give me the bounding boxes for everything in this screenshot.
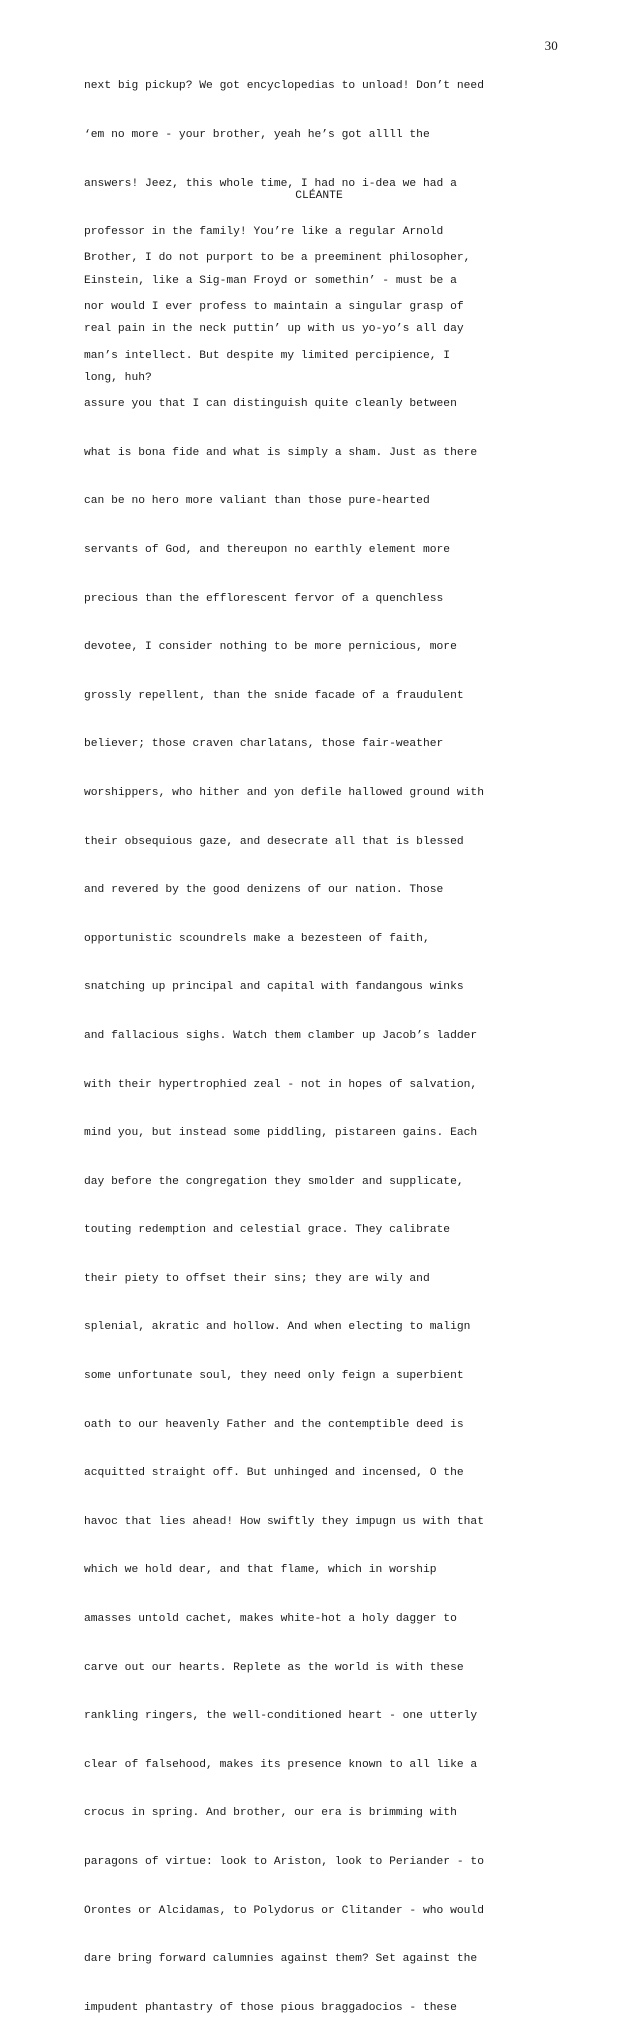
dialogue-line: acquitted straight off. But unhinged and incensed, O the <box>84 1467 464 1480</box>
dialogue-line: ‘em no more - your brother, yeah he’s got allll the <box>84 129 430 141</box>
dialogue-line: dare bring forward calumnies against them? Set against the <box>84 1953 478 1966</box>
dialogue-line: servants of God, and thereupon no earthly element more <box>84 543 451 556</box>
dialogue-block-2 <box>84 218 566 2032</box>
dialogue-line: what is bona fide and what is simply a sham. Just as there <box>84 446 478 459</box>
character-name: CLÉANTE <box>295 190 343 202</box>
dialogue-line: oath to our heavenly Father and the contemptible deed is <box>84 1418 464 1431</box>
dialogue-line: long, huh? <box>84 371 152 384</box>
dialogue-line: touting redemption and celestial grace. They calibrate <box>84 1224 451 1237</box>
dialogue-line: paragons of virtue: look to Ariston, look to Periander - to <box>84 1856 484 1868</box>
dialogue-line: can be no hero more valiant than those pure-hearted <box>84 495 430 508</box>
dialogue-line: grossly repellent, than the snide facade of a fraudulent <box>84 689 464 702</box>
dialogue-line: next big pickup? We got encyclopedias to unload! Don’t need <box>84 80 484 93</box>
dialogue-line: their obsequious gaze, and desecrate all that is blessed <box>84 835 464 848</box>
dialogue-line: answers! Jeez, this whole time, I had no i-dea we had a <box>84 177 457 190</box>
dialogue-line: believer; those craven charlatans, those fair-weather <box>84 738 444 751</box>
dialogue-line: amasses untold cachet, makes white-hot a holy dagger to <box>84 1613 457 1626</box>
dialogue-line: crocus in spring. And brother, our era is brimming with <box>84 1807 457 1820</box>
dialogue-line: Brother, I do not purport to be a preeminent philosopher, <box>84 252 471 265</box>
dialogue-line: mind you, but instead some piddling, pistareen gains. Each <box>84 1127 478 1140</box>
dialogue-line: impudent phantastry of those pious braggadocios - these <box>84 2001 457 2014</box>
dialogue-line: Einstein, like a Sig-man Froyd or somethin’ - must be a <box>84 274 457 287</box>
dialogue-line: assure you that I can distinguish quite cleanly between <box>84 398 457 411</box>
dialogue-line: man’s intellect. But despite my limited percipience, I <box>84 349 451 362</box>
page-number: 30 <box>544 38 558 53</box>
dialogue-line: real pain in the neck puttin’ up with us yo-yo’s all day <box>84 323 464 336</box>
dialogue-line: havoc that lies ahead! How swiftly they impugn us with that <box>84 1515 484 1528</box>
dialogue-line: snatching up principal and capital with fandangous winks <box>84 981 464 994</box>
dialogue-line: Orontes or Alcidamas, to Polydorus or Clitander - who would <box>84 1904 484 1917</box>
dialogue-line: some unfortunate soul, they need only feign a superbient <box>84 1370 464 1383</box>
dialogue-line: nor would I ever profess to maintain a singular grasp of <box>84 301 464 313</box>
dialogue-line: splenial, akratic and hollow. And when electing to malign <box>84 1321 471 1334</box>
dialogue-line: their piety to offset their sins; they are wily and <box>84 1272 430 1285</box>
dialogue-line: day before the congregation they smolder and supplicate, <box>84 1175 464 1188</box>
dialogue-line: carve out our hearts. Replete as the world is with these <box>84 1661 464 1674</box>
dialogue-line: professor in the family! You’re like a regular Arnold <box>84 226 444 239</box>
dialogue-line: opportunistic scoundrels make a bezesteen of faith, <box>84 932 430 945</box>
dialogue-line: and revered by the good denizens of our nation. Those <box>84 884 444 897</box>
dialogue-line: with their hypertrophied zeal - not in hopes of salvation, <box>84 1078 478 1091</box>
dialogue-line: and fallacious sighs. Watch them clamber up Jacob’s ladder <box>84 1029 478 1042</box>
dialogue-line: precious than the efflorescent fervor of a quenchless <box>84 592 444 605</box>
dialogue-line: worshippers, who hither and yon defile hallowed ground with <box>84 786 484 799</box>
dialogue-line: devotee, I consider nothing to be more pernicious, more <box>84 641 457 654</box>
dialogue-line: rankling ringers, the well-conditioned heart - one utterly <box>84 1710 478 1723</box>
dialogue-line: clear of falsehood, makes its presence known to all like a <box>84 1758 478 1771</box>
dialogue-line: which we hold dear, and that flame, which in worship <box>84 1564 437 1577</box>
